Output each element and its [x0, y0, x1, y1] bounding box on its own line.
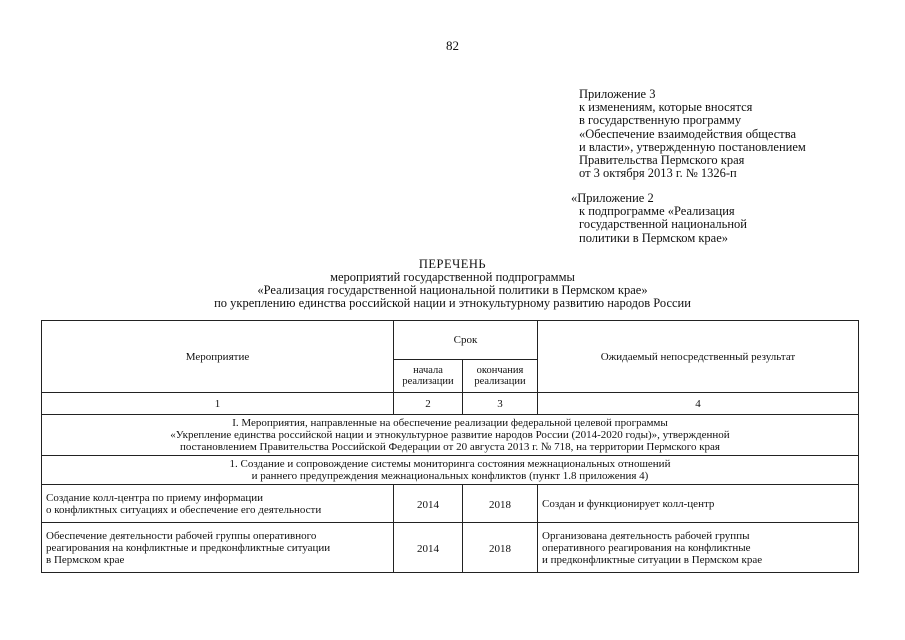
event-line: Обеспечение деятельности рабочей группы оперативного	[46, 529, 317, 542]
header-start: начала реализации	[394, 360, 463, 393]
column-number: 3	[463, 393, 538, 415]
appendix-2-line: к подпрограмме «Реализация	[579, 204, 735, 219]
table-row	[42, 523, 859, 573]
section-heading-line: «Укрепление единства российской нации и этнокультурное развитие народов России (2014-2020 годы)», утвержденной	[170, 429, 730, 441]
section-heading-line: I. Мероприятия, направленные на обеспечение реализации федеральной целевой программы	[232, 417, 668, 429]
appendix-line: от 3 октября 2013 г. № 1326-п	[579, 166, 737, 181]
result-line: Организована деятельность рабочей группы	[542, 529, 750, 542]
column-number: 2	[394, 393, 463, 415]
subsection-heading	[42, 456, 859, 485]
header-term: Срок	[394, 321, 538, 360]
result-line: оперативного реагирования на конфликтные	[542, 541, 751, 554]
appendix-block	[579, 88, 806, 180]
start-year-cell: 2014	[394, 485, 463, 523]
column-number: 1	[42, 393, 394, 415]
appendix-line: в государственную программу	[579, 113, 742, 128]
page-number: 82	[446, 38, 459, 53]
result-cell	[538, 523, 859, 573]
header-end: окончания реализации	[463, 360, 538, 393]
column-numbers-row	[42, 393, 859, 415]
appendix-line: Приложение 3	[579, 87, 656, 101]
event-line: реагирования на конфликтные и предконфликтные ситуации	[46, 541, 331, 554]
event-line: Создание колл-центра по приему информации	[46, 491, 264, 504]
appendix-line: к изменениям, которые вносятся	[579, 100, 753, 115]
subsection-heading-line: и раннего предупреждения межнациональных конфликтов (пункт 1.8 приложения 4)	[251, 470, 649, 482]
header-event: Мероприятие	[42, 321, 394, 393]
document-title	[0, 258, 905, 310]
appendix-line: и власти», утвержденную постановлением	[579, 139, 806, 154]
subsection-heading-line: 1. Создание и сопровождение системы мониторинга состояния межнациональных отношений	[229, 458, 671, 470]
result-line: и предконфликтные ситуации в Пермском крае	[542, 553, 763, 566]
appendix-2-block	[571, 192, 747, 245]
event-cell	[42, 485, 394, 523]
header-result: Ожидаемый непосредственный результат	[538, 321, 859, 393]
subsection-heading-row	[42, 456, 859, 485]
column-number: 4	[538, 393, 859, 415]
event-line: о конфликтных ситуациях и обеспечение его деятельности	[46, 503, 322, 516]
appendix-line: Правительства Пермского края	[579, 153, 745, 168]
appendix-2-line: политики в Пермском крае»	[579, 230, 729, 245]
start-year-cell: 2014	[394, 523, 463, 573]
measures-table	[41, 320, 859, 573]
appendix-2-line: государственной национальной	[579, 217, 747, 232]
end-year-cell: 2018	[463, 523, 538, 573]
section-heading-line: постановлением Правительства Российской Федерации от 20 августа 2013 г. № 718, на территории Пермского края	[180, 441, 720, 453]
appendix-line: «Обеспечение взаимодействия общества	[579, 126, 797, 141]
title-line: мероприятий государственной подпрограммы	[330, 270, 575, 284]
title-line: «Реализация государственной национальной политики в Пермском крае»	[257, 283, 648, 297]
table-header-row	[42, 321, 859, 360]
event-cell	[42, 523, 394, 573]
title-line: по укреплению единства российской нации и этнокультурному развитию народов России	[214, 296, 691, 310]
event-line: в Пермском крае	[46, 553, 125, 566]
result-line: Создан и функционирует колл-центр	[542, 497, 715, 510]
end-year-cell: 2018	[463, 485, 538, 523]
section-heading	[42, 415, 859, 456]
appendix-2-line: «Приложение 2	[571, 191, 654, 205]
result-cell	[538, 485, 859, 523]
title-main: ПЕРЕЧЕНЬ	[418, 257, 487, 271]
table-row	[42, 485, 859, 523]
section-heading-row	[42, 415, 859, 456]
